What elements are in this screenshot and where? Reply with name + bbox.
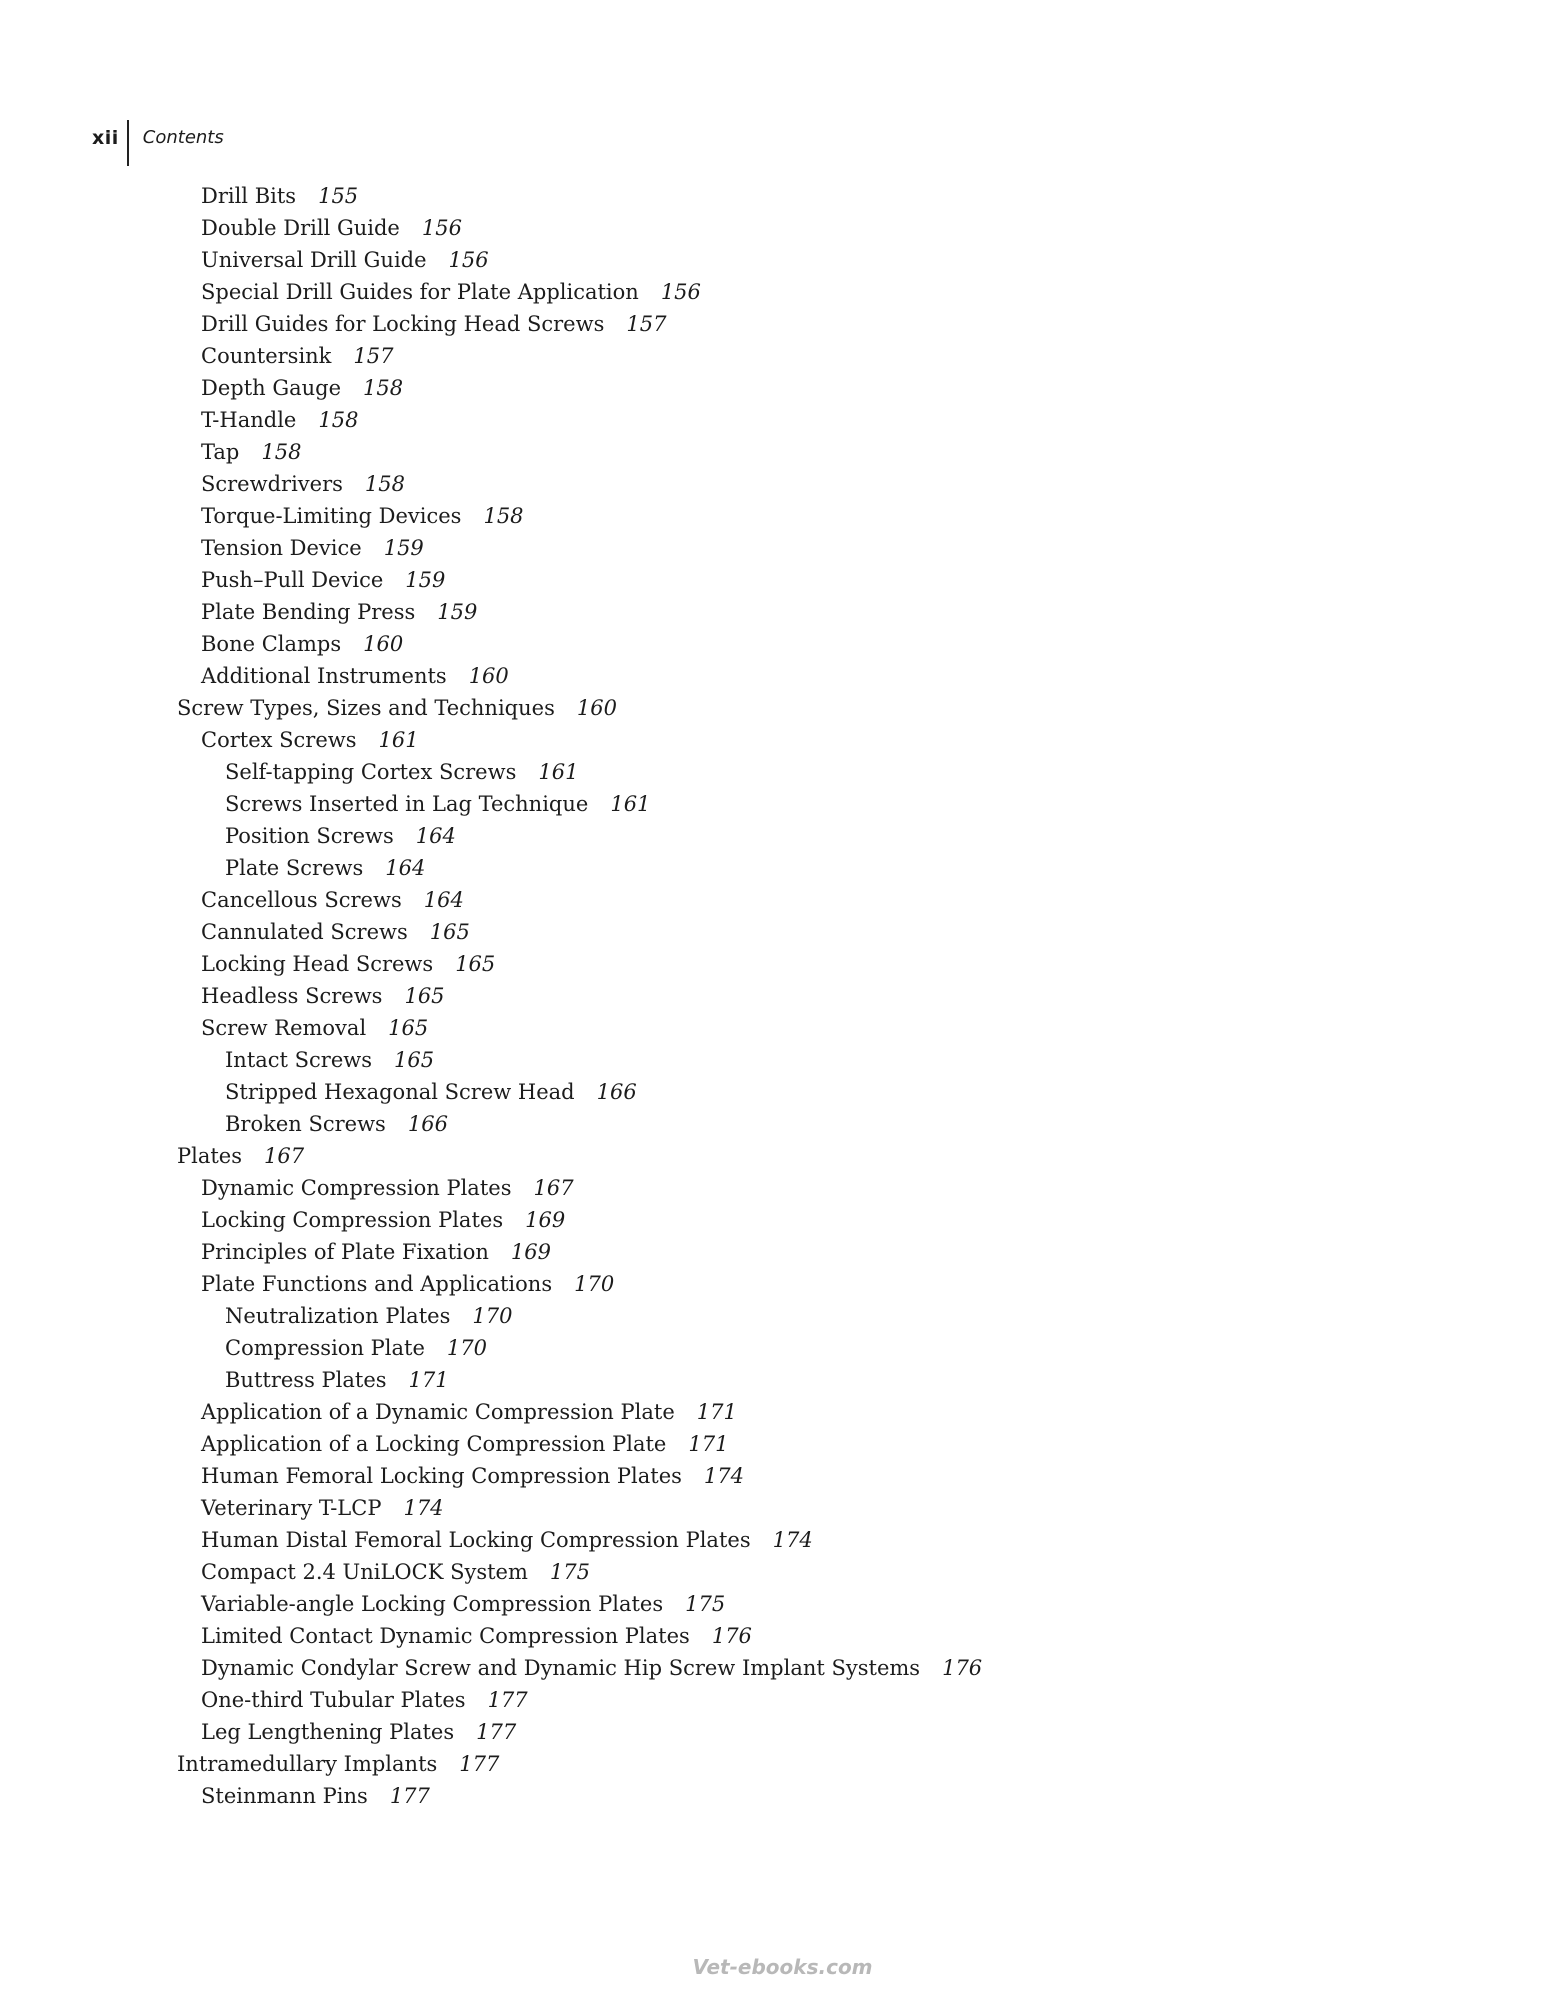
toc-entry-title: Stripped Hexagonal Screw Head: [225, 1080, 575, 1104]
toc-entry-page: 170: [574, 1272, 615, 1296]
toc-entry-title: Cortex Screws: [201, 728, 357, 752]
toc-entry[interactable]: [0, 1620, 1100, 1652]
toc-entry[interactable]: [0, 756, 1100, 788]
toc-entry-page: 160: [576, 696, 617, 720]
toc-entry-title: Intact Screws: [225, 1048, 373, 1072]
toc-entry-title: Screwdrivers: [201, 472, 343, 496]
toc-entry-page: 161: [610, 792, 651, 816]
toc-entry-page: 158: [363, 376, 404, 400]
toc-entry-title: Dynamic Condylar Screw and Dynamic Hip Screw Implant Systems: [201, 1656, 921, 1680]
toc-entry[interactable]: [0, 404, 1100, 436]
toc-entry-title: Double Drill Guide: [201, 216, 400, 240]
toc-entry[interactable]: [0, 1428, 1100, 1460]
toc-entry-title: Plate Bending Press: [201, 600, 416, 624]
toc-entry-page: 176: [711, 1624, 752, 1648]
toc-entry[interactable]: [0, 1556, 1100, 1588]
toc-entry-title: Screw Removal: [201, 1016, 367, 1040]
toc-entry-title: T-Handle: [201, 408, 297, 432]
toc-entry-title: Plates: [177, 1144, 243, 1168]
toc-entry-page: 170: [472, 1304, 513, 1328]
toc-entry-title: Compact 2.4 UniLOCK System: [201, 1560, 528, 1584]
toc-entry-page: 170: [446, 1336, 487, 1360]
toc-entry[interactable]: [0, 980, 1100, 1012]
toc-entry[interactable]: [0, 724, 1100, 756]
toc-entry[interactable]: [0, 1652, 1100, 1684]
toc-entry-page: 160: [363, 632, 404, 656]
toc-entry-title: Locking Head Screws: [201, 952, 434, 976]
toc-entry-title: Cannulated Screws: [201, 920, 408, 944]
toc-entry-page: 159: [383, 536, 424, 560]
toc-entry-title: Screw Types, Sizes and Techniques: [177, 696, 555, 720]
toc-entry-page: 159: [437, 600, 478, 624]
toc-entry[interactable]: [0, 340, 1100, 372]
toc-entry-page: 159: [405, 568, 446, 592]
toc-entry-title: Dynamic Compression Plates: [201, 1176, 512, 1200]
toc-entry-page: 156: [448, 248, 489, 272]
toc-entry-title: Tension Device: [201, 536, 362, 560]
toc-entry-page: 166: [407, 1112, 448, 1136]
toc-entry-title: Countersink: [201, 344, 332, 368]
toc-entry[interactable]: [0, 1588, 1100, 1620]
toc-entry-page: 174: [703, 1464, 745, 1488]
toc-entry-title: Application of a Dynamic Compression Plate: [201, 1400, 675, 1424]
toc-entry[interactable]: [0, 1332, 1100, 1364]
toc-entry[interactable]: [0, 1460, 1100, 1492]
toc-entry[interactable]: [0, 820, 1100, 852]
toc-entry-title: Application of a Locking Compression Plate: [201, 1432, 667, 1456]
toc-entry-title: Drill Guides for Locking Head Screws: [201, 312, 605, 336]
toc-entry-page: 165: [388, 1016, 429, 1040]
toc-entry[interactable]: [0, 1780, 1100, 1812]
toc-entry-page: 175: [549, 1560, 590, 1584]
toc-entry-page: 176: [942, 1656, 983, 1680]
toc-entry-title: Leg Lengthening Plates: [201, 1720, 455, 1744]
toc-entry-page: 157: [353, 344, 394, 368]
toc-entry-page: 169: [510, 1240, 551, 1264]
toc-entry[interactable]: [0, 500, 1100, 532]
toc-entry-page: 161: [538, 760, 579, 784]
toc-entry-title: Push–Pull Device: [201, 568, 384, 592]
toc-entry-page: 164: [423, 888, 464, 912]
page-number: xii: [92, 127, 119, 149]
toc-entry-title: Locking Compression Plates: [201, 1208, 504, 1232]
watermark-logo: Vet-ebooks.com: [692, 1955, 873, 1979]
toc-entry-page: 160: [468, 664, 509, 688]
toc-entry-title: Compression Plate: [225, 1336, 425, 1360]
toc-entry[interactable]: [0, 1044, 1100, 1076]
toc-entry[interactable]: [0, 308, 1100, 340]
toc-entry[interactable]: [0, 1524, 1100, 1556]
toc-entry-title: Neutralization Plates: [225, 1304, 451, 1328]
toc-entry-title: Intramedullary Implants: [177, 1752, 438, 1776]
toc-entry-title: Tap: [201, 440, 240, 464]
toc-entry-page: 167: [533, 1176, 574, 1200]
toc-entry-page: 158: [483, 504, 524, 528]
toc-entry-title: Variable-angle Locking Compression Plates: [201, 1592, 664, 1616]
toc-entry-title: Human Distal Femoral Locking Compression Plates: [201, 1528, 751, 1552]
toc-entry-title: Veterinary T-LCP: [201, 1496, 382, 1520]
toc-entry[interactable]: [0, 1492, 1100, 1524]
toc-entry-page: 165: [394, 1048, 435, 1072]
toc-entry[interactable]: [0, 212, 1100, 244]
toc-entry[interactable]: [0, 1076, 1100, 1108]
toc-entry[interactable]: [0, 916, 1100, 948]
toc-entry-title: Depth Gauge: [201, 376, 342, 400]
toc-entry[interactable]: [0, 180, 1100, 212]
toc-entry[interactable]: [0, 1268, 1100, 1300]
toc-entry-title: One-third Tubular Plates: [201, 1688, 466, 1712]
toc-entry-title: Special Drill Guides for Plate Application: [201, 280, 639, 304]
toc-entry-page: 166: [596, 1080, 637, 1104]
toc-entry[interactable]: [0, 692, 1100, 724]
section-title: Contents: [142, 127, 224, 148]
toc-entry[interactable]: [0, 1748, 1100, 1780]
toc-entry-page: 165: [455, 952, 496, 976]
toc-entry-title: Limited Contact Dynamic Compression Plates: [201, 1624, 690, 1648]
toc-entry[interactable]: [0, 1396, 1100, 1428]
toc-entry[interactable]: [0, 788, 1100, 820]
toc-entry-page: 167: [264, 1144, 305, 1168]
toc-entry-title: Universal Drill Guide: [201, 248, 427, 272]
toc-entry-page: 177: [476, 1720, 517, 1744]
toc-entry[interactable]: [0, 948, 1100, 980]
toc-entry-title: Plate Screws: [225, 856, 364, 880]
toc-entry-title: Drill Bits: [201, 184, 297, 208]
toc-entry[interactable]: [0, 1236, 1100, 1268]
toc-entry-title: Cancellous Screws: [201, 888, 402, 912]
toc-entry-title: Headless Screws: [201, 984, 383, 1008]
toc-entry-page: 158: [318, 408, 359, 432]
toc-entry[interactable]: [0, 1108, 1100, 1140]
toc-entry-page: 158: [364, 472, 405, 496]
toc-entry-page: 177: [389, 1784, 430, 1808]
toc-entry-page: 156: [421, 216, 462, 240]
toc-entry-title: Self-tapping Cortex Screws: [225, 760, 517, 784]
toc-entry-title: Steinmann Pins: [201, 1784, 368, 1808]
toc-entry[interactable]: [0, 852, 1100, 884]
toc-entry-page: 164: [415, 824, 456, 848]
toc-entry-title: Position Screws: [225, 824, 394, 848]
toc-entry[interactable]: [0, 628, 1100, 660]
toc-entry-page: 174: [772, 1528, 813, 1552]
toc-entry-title: Torque-Limiting Devices: [201, 504, 462, 528]
toc-entry-page: 156: [660, 280, 701, 304]
toc-entry-title: Plate Functions and Applications: [201, 1272, 553, 1296]
toc-entry[interactable]: [0, 532, 1100, 564]
toc-entry-page: 164: [385, 856, 426, 880]
toc-entry[interactable]: [0, 372, 1100, 404]
toc-entry-page: 171: [408, 1368, 449, 1392]
toc-entry[interactable]: [0, 436, 1100, 468]
toc-entry-page: 171: [696, 1400, 737, 1424]
toc-entry[interactable]: [0, 884, 1100, 916]
toc-entry[interactable]: [0, 276, 1100, 308]
table-of-contents: [0, 180, 1100, 1812]
toc-entry-page: 155: [318, 184, 359, 208]
toc-entry-page: 174: [403, 1496, 444, 1520]
toc-entry[interactable]: [0, 1300, 1100, 1332]
toc-entry-title: Broken Screws: [225, 1112, 386, 1136]
toc-entry[interactable]: [0, 1012, 1100, 1044]
toc-entry-title: Principles of Plate Fixation: [201, 1240, 489, 1264]
toc-entry-title: Bone Clamps: [201, 632, 342, 656]
toc-entry-title: Human Femoral Locking Compression Plates: [201, 1464, 682, 1488]
toc-entry-title: Buttress Plates: [225, 1368, 387, 1392]
toc-entry-page: 157: [626, 312, 667, 336]
toc-entry[interactable]: [0, 1716, 1100, 1748]
toc-entry[interactable]: [0, 564, 1100, 596]
toc-entry[interactable]: [0, 1172, 1100, 1204]
toc-entry[interactable]: [0, 1204, 1100, 1236]
toc-entry[interactable]: [0, 596, 1100, 628]
toc-entry-title: Additional Instruments: [201, 664, 447, 688]
toc-entry-page: 161: [378, 728, 419, 752]
toc-entry-page: 169: [525, 1208, 566, 1232]
toc-entry-page: 165: [404, 984, 445, 1008]
toc-entry[interactable]: [0, 244, 1100, 276]
toc-entry[interactable]: [0, 1684, 1100, 1716]
running-head: [92, 120, 224, 166]
toc-entry[interactable]: [0, 468, 1100, 500]
toc-entry-page: 158: [261, 440, 302, 464]
toc-entry[interactable]: [0, 1364, 1100, 1396]
toc-entry-page: 175: [685, 1592, 726, 1616]
toc-entry[interactable]: [0, 660, 1100, 692]
toc-entry-page: 177: [487, 1688, 528, 1712]
toc-entry-page: 177: [459, 1752, 500, 1776]
toc-entry-title: Screws Inserted in Lag Technique: [225, 792, 589, 816]
toc-entry[interactable]: [0, 1140, 1100, 1172]
toc-entry-page: 165: [429, 920, 470, 944]
toc-entry-page: 171: [688, 1432, 729, 1456]
